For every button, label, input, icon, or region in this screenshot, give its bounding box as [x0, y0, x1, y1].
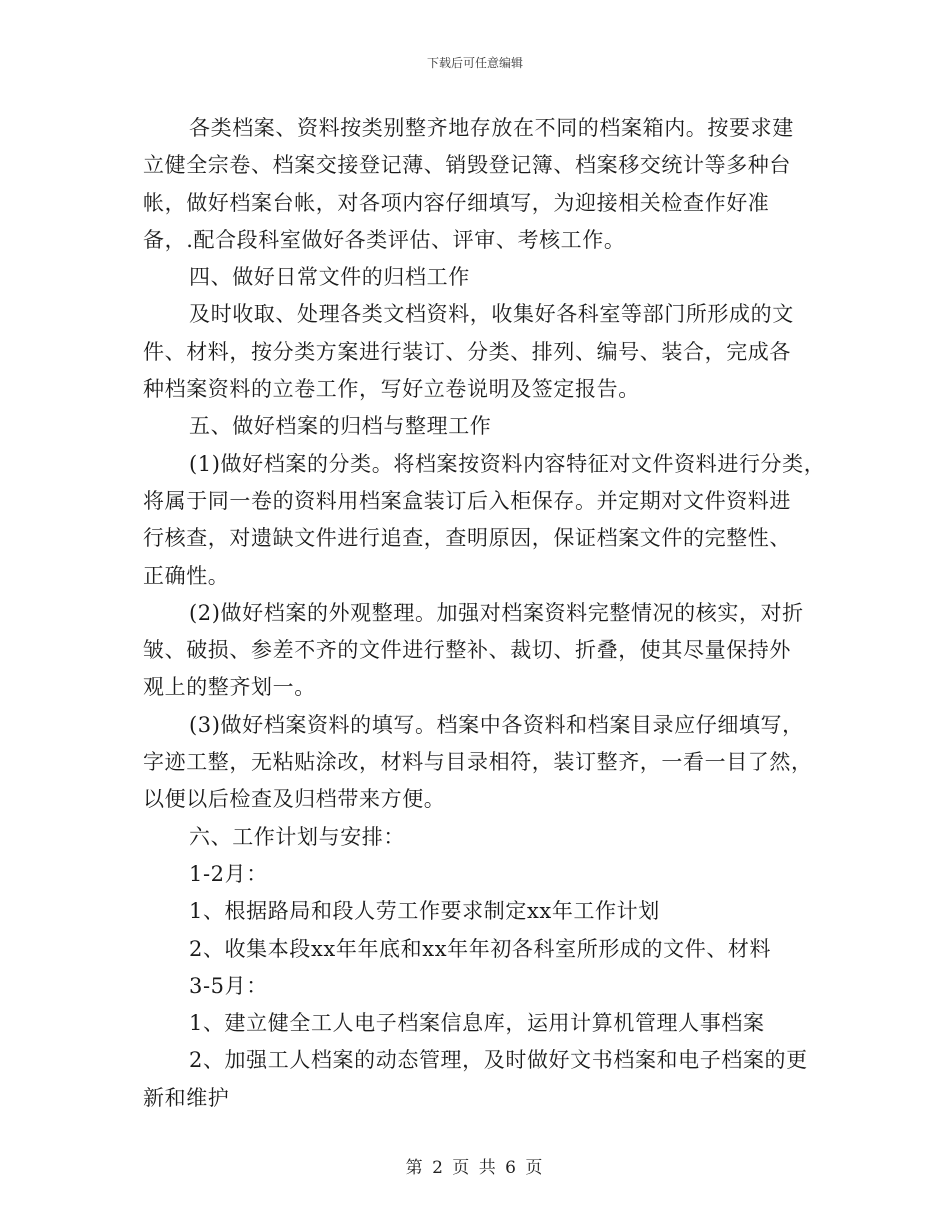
text-line: 将属于同一卷的资料用档案盒装订后入柜保存。并定期对文件资料进: [143, 488, 791, 513]
text-line: 1、根据路局和段人劳工作要求制定xx年工作计划: [189, 899, 660, 924]
text-line: 新和维护: [143, 1085, 230, 1110]
text-line: 帐，做好档案台帐，对各项内容仔细填写，为迎接相关检查作好准: [143, 190, 770, 215]
text-line: 各类档案、资料按类别整齐地存放在不同的档案箱内。按要求建: [189, 116, 794, 140]
text-line: (2)做好档案的外观整理。加强对档案资料完整情况的核实，对折: [189, 600, 804, 625]
text-line: 3-5月：: [189, 973, 268, 998]
text-line: 正确性。: [143, 563, 230, 588]
text-line: (1)做好档案的分类。将档案按资料内容特征对文件资料进行分类，: [189, 451, 826, 476]
text-line: 1-2月：: [189, 861, 268, 886]
text-line: 立健全宗卷、档案交接登记薄、销毁登记簿、档案移交统计等多种台: [143, 153, 791, 178]
text-line: 行核查，对遗缺文件进行追查，查明原因，保证档案文件的完整性、: [143, 526, 791, 551]
text-line: 2、收集本段xx年年底和xx年年初各科室所形成的文件、材料: [189, 936, 772, 961]
document-body: [143, 110, 833, 1117]
section-heading: 六、工作计划与安排：: [189, 824, 405, 849]
text-line: 皱、破损、参差不齐的文件进行整补、裁切、折叠，使其尽量保持外: [143, 638, 791, 663]
section-heading: 四、做好日常文件的归档工作: [189, 265, 470, 290]
text-line: 种档案资料的立卷工作，写好立卷说明及签定报告。: [143, 377, 640, 402]
text-line: 1、建立健全工人电子档案信息库，运用计算机管理人事档案: [189, 1011, 765, 1036]
text-line: 观上的整齐划一。: [143, 675, 316, 700]
text-line: 2、加强工人档案的动态管理，及时做好文书档案和电子档案的更: [189, 1048, 808, 1073]
text-line: 及时收取、处理各类文档资料，收集好各科室等部门所形成的文: [189, 302, 794, 327]
text-line: 以便以后检查及归档带来方便。: [143, 787, 446, 812]
section-heading: 五、做好档案的归档与整理工作: [189, 414, 492, 439]
page-footer: 第 2 页 共 6 页: [405, 1158, 545, 1178]
page-header: 下载后可任意编辑: [426, 56, 523, 70]
text-line: (3)做好档案资料的填写。档案中各资料和档案目录应仔细填写，: [189, 712, 804, 737]
text-line: 字迹工整，无粘贴涂改，材料与目录相符，装订整齐，一看一目了然，: [143, 750, 813, 775]
text-line: 备，.配合段科室做好各类评估、评审、考核工作。: [143, 227, 626, 252]
text-line: 件、材料，按分类方案进行装订、分类、排列、编号、装合，完成各: [143, 339, 791, 364]
